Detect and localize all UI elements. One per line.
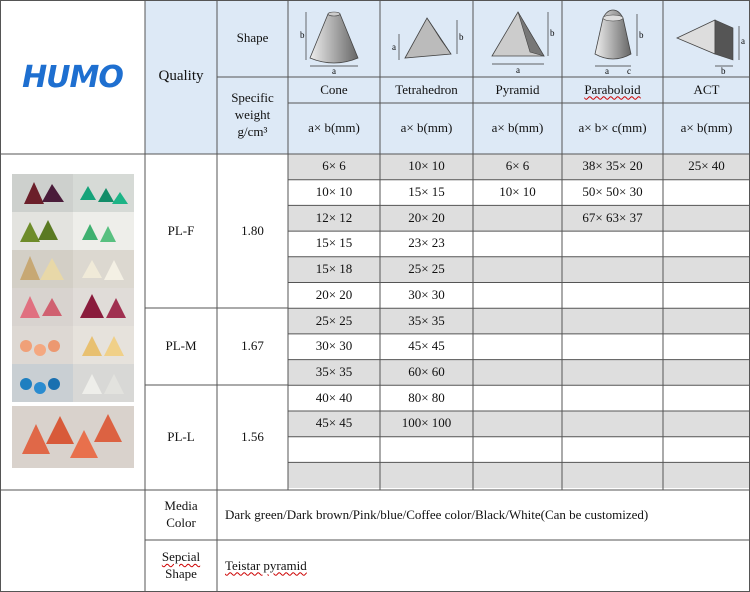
size-cell-act <box>663 411 750 437</box>
size-cell-paraboloid: 38× 35× 20 <box>562 154 663 180</box>
svg-text:a: a <box>740 35 745 46</box>
cone-diagram <box>288 0 380 77</box>
size-cell-pyramid <box>473 334 562 360</box>
size-cell-cone: 35× 35 <box>288 360 380 386</box>
weight-pl-m: 1.67 <box>241 338 264 354</box>
size-cell-cone <box>288 462 380 488</box>
cone-icon <box>294 4 374 74</box>
size-cell-tetrahedron <box>380 437 473 463</box>
size-cell-tetrahedron: 45× 45 <box>408 338 445 354</box>
size-cell-cone: 12× 12 <box>288 205 380 231</box>
size-cell-cone: 10× 10 <box>315 184 353 200</box>
shape-name-pyramid: Pyramid <box>473 77 562 103</box>
pyramid-diagram <box>473 0 562 77</box>
size-cell-pyramid <box>473 360 562 386</box>
special-shape-label: Sepcial Shape <box>161 549 201 581</box>
group-pl-f: PL-F <box>167 222 195 238</box>
paraboloid-diagram <box>562 0 663 77</box>
size-cell-act <box>663 205 750 231</box>
size-cell-pyramid <box>473 385 562 411</box>
size-cell-act <box>663 462 750 488</box>
size-cell-paraboloid <box>562 257 663 283</box>
size-cell-cone: 45× 45 <box>288 411 380 437</box>
shape-header: Shape <box>217 0 288 77</box>
size-cell-tetrahedron: 30× 30 <box>408 286 445 302</box>
size-cell-pyramid <box>473 205 562 231</box>
svg-text:a: a <box>515 64 520 74</box>
size-cell-pyramid <box>473 231 562 257</box>
size-cell-cone: 15× 18 <box>288 257 380 283</box>
size-cell-cone: 6× 6 <box>288 154 380 180</box>
humo-logo: HUMO <box>22 59 123 95</box>
media-photos <box>0 154 145 490</box>
size-cell-tetrahedron: 35× 35 <box>380 308 473 334</box>
tetrahedron-diagram <box>380 0 473 77</box>
dim-header-act: a× b(mm) <box>663 103 750 154</box>
special-shape-value: Teistar pyramid <box>225 557 307 573</box>
shape-name-cone: Cone <box>288 77 380 103</box>
size-cell-tetrahedron: 23× 23 <box>408 235 445 251</box>
svg-text:a: a <box>391 41 396 52</box>
size-cell-pyramid <box>473 257 562 283</box>
act-diagram <box>663 0 750 77</box>
size-cell-paraboloid <box>562 411 663 437</box>
size-cell-paraboloid: 50× 50× 30 <box>582 184 643 200</box>
tetrahedron-icon <box>387 4 467 74</box>
weight-pl-f: 1.80 <box>241 222 264 238</box>
size-cell-cone: 30× 30 <box>315 338 353 354</box>
size-cell-cone <box>288 437 380 463</box>
dim-header-pyramid: a× b(mm) <box>473 103 562 154</box>
size-cell-paraboloid <box>562 283 663 309</box>
paraboloid-icon <box>571 4 655 74</box>
act-icon <box>667 4 747 74</box>
size-cell-pyramid <box>473 411 562 437</box>
size-cell-act <box>663 283 750 309</box>
svg-text:b: b <box>720 65 725 74</box>
size-cell-act <box>663 257 750 283</box>
group-pl-l: PL-L <box>167 429 195 445</box>
size-cell-act <box>663 180 750 206</box>
dim-header-paraboloid: a× b× c(mm) <box>562 103 663 154</box>
size-cell-act <box>663 360 750 386</box>
size-cell-act <box>663 437 750 463</box>
size-cell-cone: 20× 20 <box>315 286 353 302</box>
size-cell-pyramid: 6× 6 <box>473 154 562 180</box>
quality-header: Quality <box>145 0 217 154</box>
size-cell-paraboloid <box>562 385 663 411</box>
size-cell-pyramid <box>473 308 562 334</box>
svg-text:a: a <box>604 65 609 74</box>
size-cell-act <box>663 334 750 360</box>
size-cell-tetrahedron: 10× 10 <box>380 154 473 180</box>
svg-text:a: a <box>332 65 336 74</box>
group-pl-m: PL-M <box>165 338 197 354</box>
size-cell-tetrahedron: 25× 25 <box>380 257 473 283</box>
size-cell-paraboloid <box>562 308 663 334</box>
size-cell-pyramid: 10× 10 <box>499 184 536 200</box>
size-cell-paraboloid <box>562 334 663 360</box>
media-color-value: Dark green/Dark brown/Pink/blue/Coffee color/Black/White(Can be customized) <box>225 506 649 522</box>
size-cell-act: 25× 40 <box>663 154 750 180</box>
logo-cell <box>0 0 145 154</box>
size-cell-cone: 40× 40 <box>315 389 353 405</box>
weight-pl-l: 1.56 <box>241 429 264 445</box>
dim-header-cone: a× b(mm) <box>288 103 380 154</box>
media-photo-grid <box>12 174 134 470</box>
media-color-label: Media Color <box>164 498 198 530</box>
size-cell-pyramid <box>473 283 562 309</box>
dim-header-tetrahedron: a× b(mm) <box>380 103 473 154</box>
size-cell-cone: 25× 25 <box>288 308 380 334</box>
shape-name-tetrahedron: Tetrahedron <box>380 77 473 103</box>
size-cell-tetrahedron: 80× 80 <box>408 389 445 405</box>
svg-text:b: b <box>638 29 643 40</box>
size-cell-pyramid <box>473 462 562 488</box>
svg-text:c: c <box>626 65 631 74</box>
size-cell-tetrahedron: 60× 60 <box>380 360 473 386</box>
size-cell-paraboloid <box>562 437 663 463</box>
size-cell-act <box>663 385 750 411</box>
size-cell-paraboloid <box>562 231 663 257</box>
shape-name-act: ACT <box>663 77 750 103</box>
specific-weight-header: Specific weight g/cm³ <box>217 77 288 154</box>
size-cell-act <box>663 231 750 257</box>
svg-text:b: b <box>458 31 463 42</box>
size-cell-tetrahedron: 20× 20 <box>380 205 473 231</box>
shape-name-paraboloid: Paraboloid <box>562 77 663 103</box>
svg-text:b: b <box>549 27 554 38</box>
size-cell-tetrahedron: 15× 15 <box>408 184 445 200</box>
svg-text:b: b <box>300 29 305 40</box>
size-cell-act <box>663 308 750 334</box>
size-cell-tetrahedron: 100× 100 <box>380 411 473 437</box>
size-cell-cone: 15× 15 <box>315 235 353 251</box>
size-cell-paraboloid <box>562 360 663 386</box>
size-cell-paraboloid <box>562 462 663 488</box>
size-cell-pyramid <box>473 437 562 463</box>
size-cell-paraboloid: 67× 63× 37 <box>562 205 663 231</box>
size-cell-tetrahedron <box>380 462 473 488</box>
pyramid-icon <box>478 4 558 74</box>
